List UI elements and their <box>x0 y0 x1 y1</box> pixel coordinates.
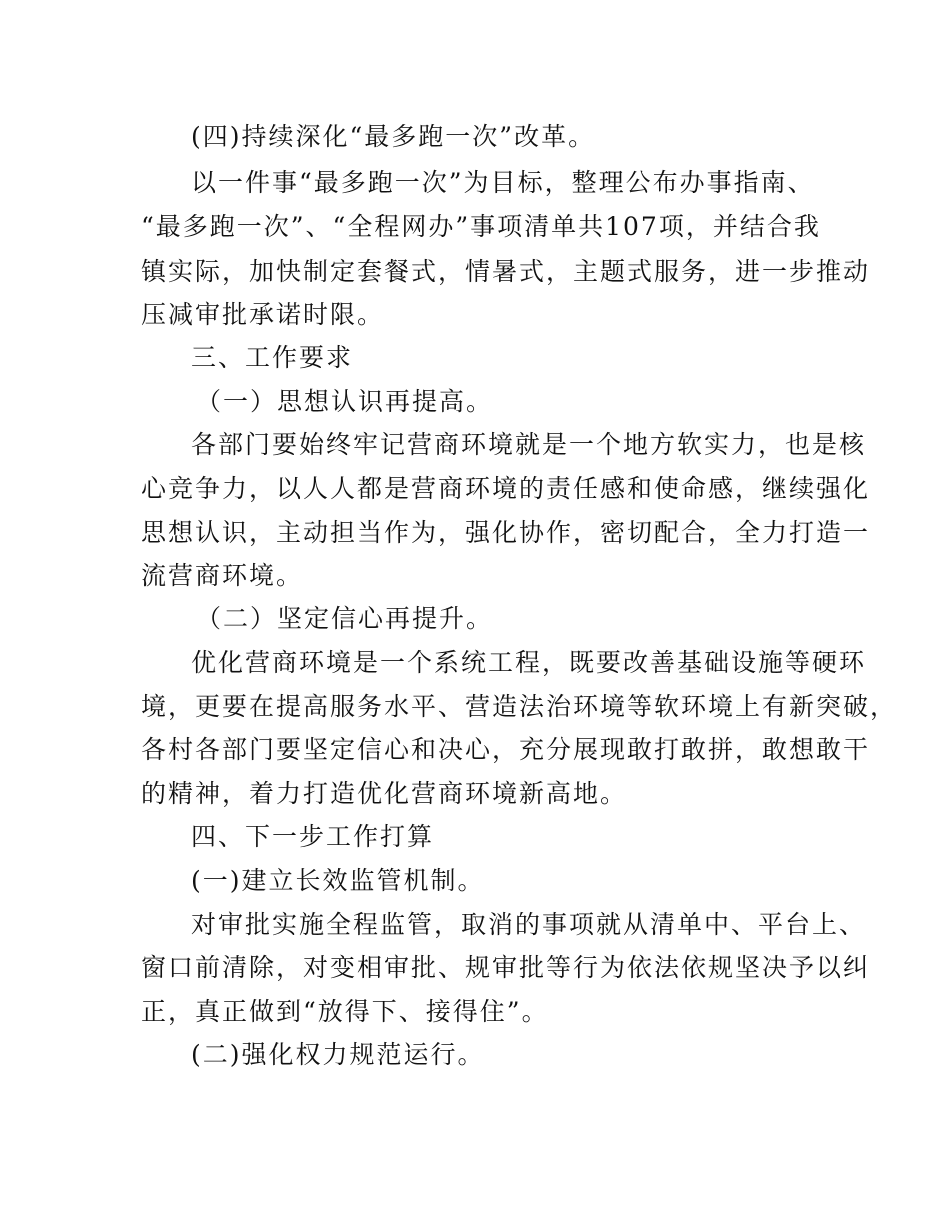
subheading-1: (一)建立长效监管机制。 <box>191 866 485 895</box>
paragraph-line: 流营商环境。 <box>141 561 304 590</box>
subheading-2: （二）坚定信心再提升。 <box>196 604 494 633</box>
paragraph-line: 优化营商环境是一个系统工程，既要改善基础设施等硬环 <box>191 648 867 677</box>
subheading-1: （一）思想认识再提高。 <box>196 387 494 416</box>
paragraph-line: 各部门要始终牢记营商环境就是一个地方软实力，也是核 <box>191 430 867 459</box>
paragraph-line: 境，更要在提高服务水平、营造法治环境等软环境上有新突破， <box>141 692 898 721</box>
paragraph-line: 压减审批承诺时限。 <box>141 300 385 329</box>
paragraph-line: “最多跑一次”、“全程网办”事项清单共107项，并结合我 <box>141 212 821 241</box>
paragraph-line: 正，真正做到“放得下、接得住”。 <box>141 997 549 1026</box>
section-heading-work-requirements: 三、工作要求 <box>191 343 354 372</box>
paragraph-line: 各村各部门要坚定信心和决心，充分展现敢打敢拼，敢想敢干 <box>141 735 871 764</box>
paragraph-line: 镇实际，加快制定套餐式，情暑式，主题式服务，进一步推动 <box>141 257 871 286</box>
paragraph-line: 心竞争力，以人人都是营商环境的责任感和使命感，继续强化 <box>141 474 871 503</box>
paragraph-line: 对审批实施全程监管，取消的事项就从清单中、平台上、 <box>191 910 867 939</box>
subheading-2: (二)强化权力规范运行。 <box>191 1040 485 1069</box>
paragraph-line: 思想认识，主动担当作为，强化协作，密切配合，全力打造一 <box>141 518 871 547</box>
paragraph-line: 以一件事“最多跑一次”为目标，整理公布办事指南、 <box>191 168 815 197</box>
section-heading-next-steps: 四、下一步工作打算 <box>191 822 435 851</box>
paragraph-line: 的精神，着力打造优化营商环境新高地。 <box>141 779 628 808</box>
paragraph-line: 窗口前清除，对变相审批、规审批等行为依法依规坚决予以纠 <box>141 953 871 982</box>
section-heading-4: (四)持续深化“最多跑一次”改革。 <box>191 122 596 151</box>
